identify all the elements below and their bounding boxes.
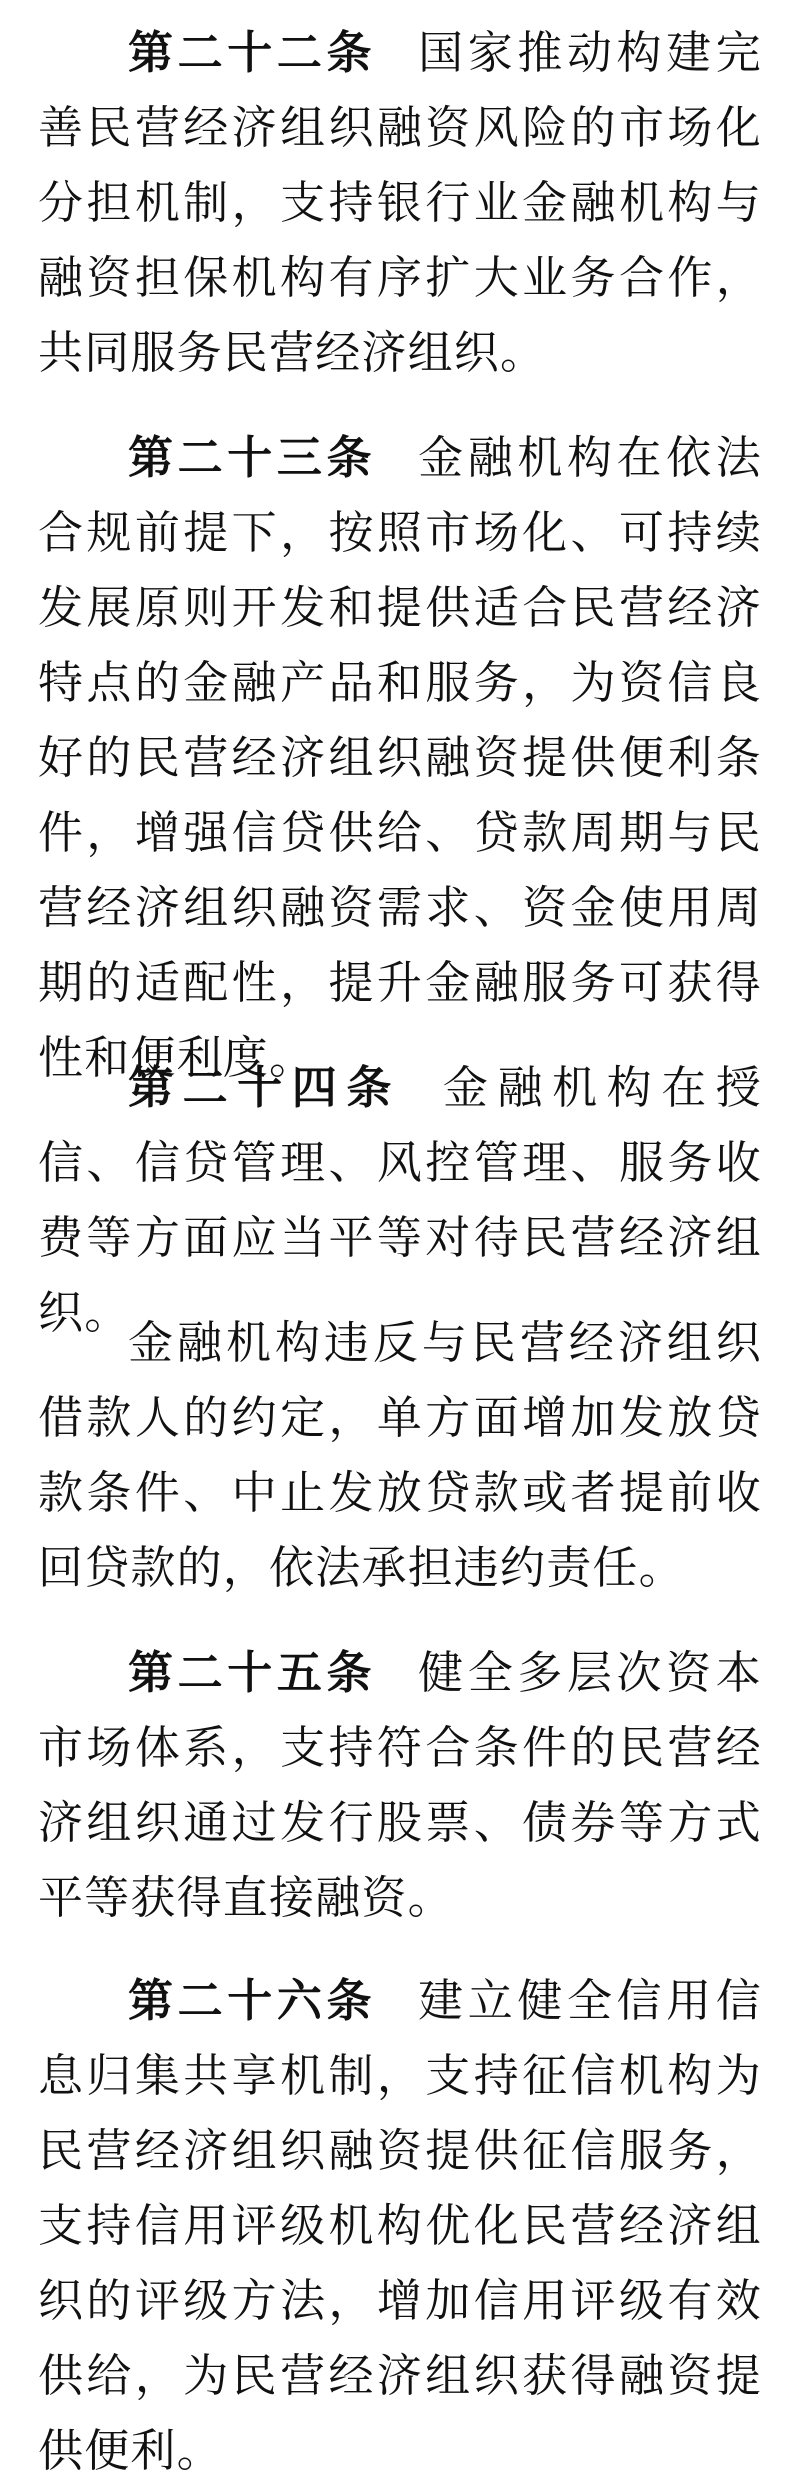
article-23-text: 金融机构在依法合规前提下，按照市场化、可持续发展原则开发和提供适合民营经济特点的金融产品和服务，为资信良好的民营经济组织融资提供便利条件，增强信贷供给、贷款周期与民营经济组织融资需求、资金使用周期的适配性，提升金融服务可获得性和便利度。 bbox=[38, 431, 762, 1084]
article-26-text: 建立健全信用信息归集共享机制，支持征信机构为民营经济组织融资提供征信服务，支持信用评级机构优化民营经济组织的评级方法，增加信用评级有效供给，为民营经济组织获得融资提供便利。 bbox=[38, 1974, 762, 2477]
article-25 bbox=[38, 1635, 762, 1935]
article-23-number: 第二十三条 bbox=[128, 431, 377, 484]
article-22 bbox=[38, 15, 762, 390]
article-26 bbox=[38, 1963, 762, 2488]
article-26-number: 第二十六条 bbox=[128, 1974, 377, 2027]
article-22-text: 国家推动构建完善民营经济组织融资风险的市场化分担机制，支持银行业金融机构与融资担保机构有序扩大业务合作，共同服务民营经济组织。 bbox=[38, 26, 762, 379]
article-22-number: 第二十二条 bbox=[128, 26, 377, 79]
article-24-text: 金融机构在授信、信贷管理、风控管理、服务收费等方面应当平等对待民营经济组织。 bbox=[38, 1061, 762, 1339]
article-24-paragraph-2 bbox=[38, 1305, 762, 1605]
article-23 bbox=[38, 420, 762, 1095]
article-25-text: 健全多层次资本市场体系，支持符合条件的民营经济组织通过发行股票、债券等方式平等获得直接融资。 bbox=[38, 1646, 762, 1924]
article-24-paragraph-2-text: 金融机构违反与民营经济组织借款人的约定，单方面增加发放贷款条件、中止发放贷款或者提前收回贷款的，依法承担违约责任。 bbox=[38, 1316, 762, 1594]
article-25-number: 第二十五条 bbox=[128, 1646, 377, 1699]
article-24-number: 第二十四条 bbox=[128, 1061, 401, 1114]
